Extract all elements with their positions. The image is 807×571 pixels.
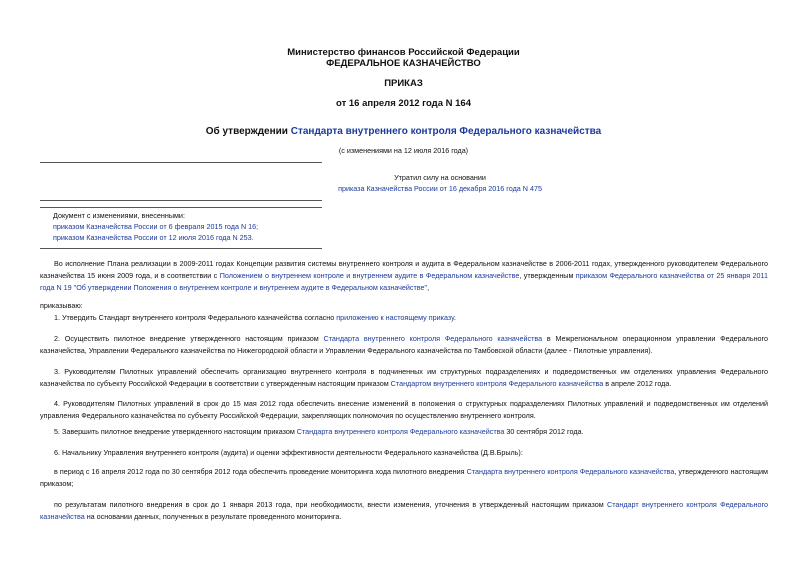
paragraph-text: в период с 16 апреля 2012 года по 30 сентября 2012 года обеспечить проведение мониторинга хода пилотного внедрения [54,467,467,476]
paragraph-text: . [453,313,456,322]
paragraph-text: 5. Завершить пилотное внедрение утвержденного настоящим приказом [54,427,297,436]
paragraph-text: , [427,283,430,292]
order-2011-link[interactable]: приказом Федерального казначейства от 25 января 2011 года N 19 "Об утверждении Положения о внутреннем контроле и внутреннем аудите в Федеральном казначействе" [40,271,768,292]
order-word: приказываю: [40,301,83,310]
amendments-block [53,210,353,243]
divider [40,207,322,208]
paragraph-6: 6. Начальнику Управления внутреннего контроля (аудита) и оценки эффективности деятельности Федерального казначейства (Д.В.Брыль): [54,448,523,457]
amendment-link[interactable]: приказом Казначейства России от 6 февраля 2015 года N 16; [53,222,259,231]
appendix-link[interactable]: приложению к настоящему приказу [336,313,454,322]
paragraph-3 [40,366,768,390]
paragraph-text: 1. Утвердить Стандарт внутреннего контроля Федерального казначейства согласно [54,313,337,322]
regulation-link[interactable]: Положением о внутреннем контроле и внутреннем аудите в Федеральном казначействе [219,271,520,280]
paragraph-text: в апреле 2012 года. [603,379,672,388]
standard-link[interactable]: Стандарта внутреннего контроля Федерального казначейства [466,467,675,476]
paragraph-2 [40,333,768,357]
title-prefix: Об утверждении [205,126,291,137]
standard-link[interactable]: Стандарта внутреннего контроля Федерального казначейства [296,427,505,436]
document-header [0,47,807,69]
doc-type: ПРИКАЗ [384,78,423,89]
lost-force-order-link[interactable]: приказа Казначейства России от 16 декабря 2016 года N 475 [338,184,542,193]
paragraph-text: , утвержденным [519,271,576,280]
paragraph-1 [40,312,768,324]
paragraph-text: 3. Руководителям Пилотных управлений обеспечить организацию внутреннего контроля в подчиненных им структурных подразделениях и подведомственных им отделениях управления Федерального казначейства по субъекту Российской Федерации в соответствии с утвержденным настоящим приказом [40,367,768,388]
document-title [0,126,807,137]
amendments-heading: Документ с изменениями, внесенными: [53,211,185,220]
ministry-name: Министерство финансов Российской Федерации [287,47,520,58]
paragraph-text: Во исполнение Плана реализации в 2009-2011 годах Концепции развития системы внутреннего контроля и аудита в Федеральном казначействе в 2006-2011 годах, утвержденного руководителем Федерального казначейства 15 июня 2009 года, и в соответствии с [40,259,768,280]
changes-note: (с изменениями на 12 июля 2016 года) [338,146,469,155]
paragraph-text: на основании данных, полученных в результате проведенного мониторинга. [84,512,342,521]
paragraph-5 [40,426,768,438]
paragraph-8 [40,499,768,523]
standard-link[interactable]: Стандарт внутреннего контроля Федерального казначейства [40,500,768,521]
paragraph-text: 30 сентября 2012 года. [504,427,584,436]
divider [40,162,322,163]
standard-link[interactable]: Стандартом внутреннего контроля Федерального казначейства [390,379,604,388]
paragraph-text: 2. Осуществить пилотное внедрение утвержденного настоящим приказом [54,334,324,343]
amendment-link[interactable]: приказом Казначейства России от 12 июля 2016 года N 253. [53,233,254,242]
paragraph-text: в Межрегиональном операционном управлении Федерального казначейства, Управлении Федерального казначейства по Нижегородской области и Управлении Федерального казначейства по Тамбовской области (далее - Пилотные управления). [40,334,769,355]
paragraph-text: по результатам пилотного внедрения в срок до 1 января 2013 года, при необходимости, внести изменения, уточнения в утвержденный настоящим приказом [54,500,607,509]
preamble-paragraph [40,258,768,294]
paragraph-7 [40,466,768,490]
agency-name: ФЕДЕРАЛЬНОЕ КАЗНАЧЕЙСТВО [326,58,481,69]
standard-link[interactable]: Стандарта внутреннего контроля Федерального казначейства [323,334,543,343]
divider [40,248,322,249]
lost-force-text: Утратил силу на основании [394,173,486,182]
standard-title-link[interactable]: Стандарта внутреннего контроля Федерального казначейства [290,126,602,137]
paragraph-text: , утвержденного настоящим приказом; [40,467,768,488]
lost-force-note [260,172,620,194]
divider [40,200,322,201]
paragraph-4: 4. Руководителям Пилотных управлений в срок до 15 мая 2012 года обеспечить внесение изменений в положения о структурных подразделениях Пилотных управлений и подведомственных им отделений управления Федерального казначейства по субъекту Российской Федерации, закрепляющих полномочия по осуществлению внутреннего контроля. [40,399,768,420]
doc-date-number: от 16 апреля 2012 года N 164 [336,98,471,109]
